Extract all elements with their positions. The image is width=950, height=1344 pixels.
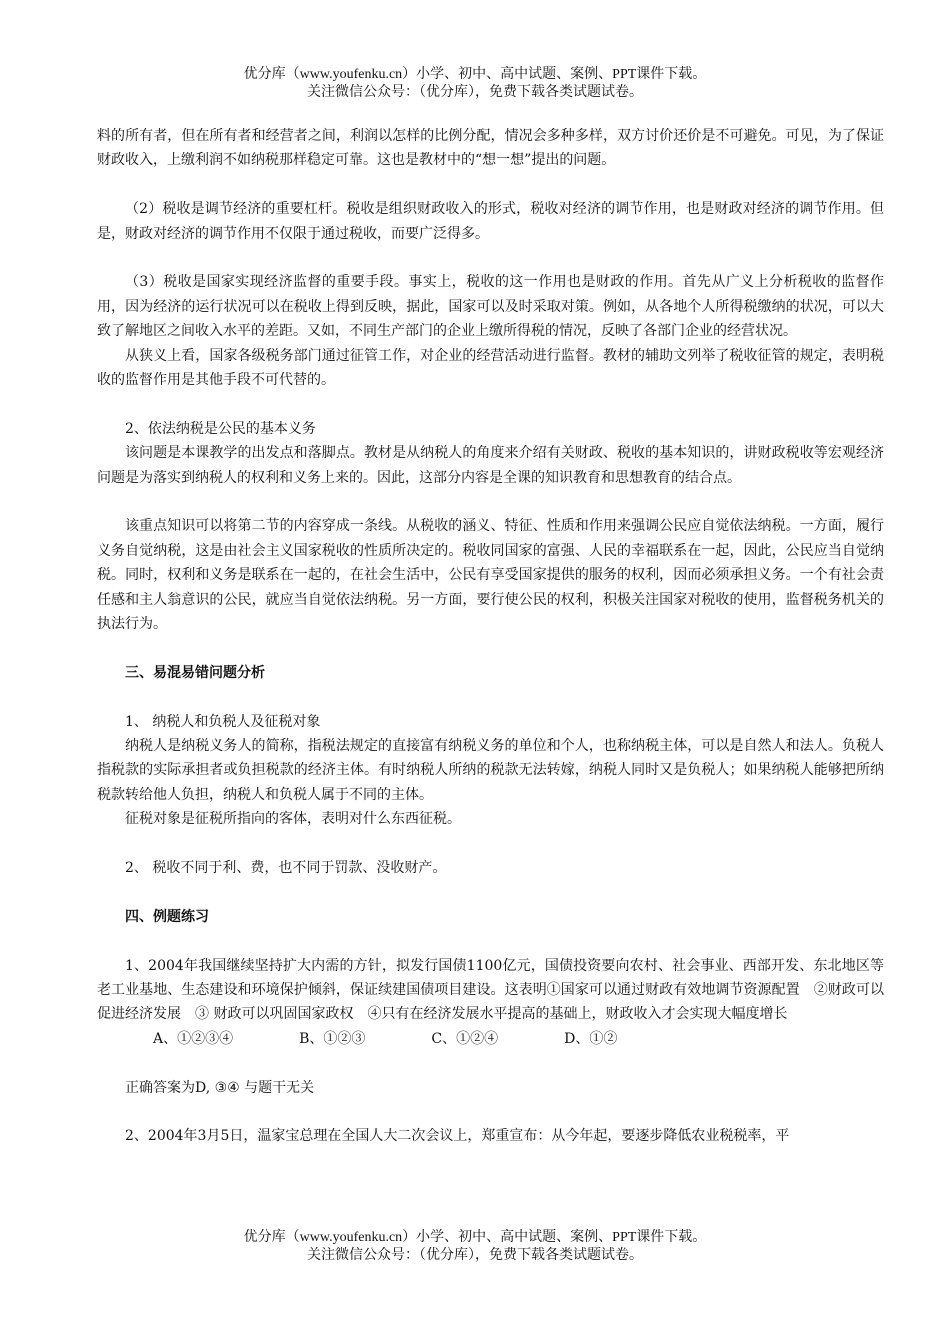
section-4-heading: 四、例题练习 — [125, 908, 209, 925]
page-footer — [0, 1229, 950, 1265]
question-2: 2、2004年3月5日，温家宝总理在全国人大二次会议上，郑重宣布：从今年起，要逐步降低农业税税率，平 — [125, 1128, 790, 1145]
paragraph-tax-object: 征税对象是征税所指向的客体，表明对什么东西征税。 — [125, 811, 461, 828]
paragraph-taxpayer-definition: 纳税人是纳税义务人的简称，指税法规定的直接富有纳税义务的单位和个人，也称纳税主体，可以是自然人和法人。负税人指税款的实际承担者或负担税款的经济主体。有时纳税人所纳的税款无法转嫁，纳税人同时又是负税人；如果纳税人能够把所纳税款转给他人负担，纳税人和负税人属于不同的主体。 — [97, 738, 884, 803]
section-3-item-1: 1、 纳税人和负税人及征税对象 — [125, 713, 321, 730]
header-line-1: 优分库（www.youfenku.cn）小学、初中、高中试题、案例、PPT课件下载。 — [243, 67, 707, 82]
header-line-2: 关注微信公众号：（优分库），免费下载各类试题试卷。 — [307, 85, 643, 100]
document-body — [97, 124, 884, 1149]
paragraph-tax-role-2: （2）税收是调节经济的重要杠杆。税收是组织财政收入的形式，税收对经济的调节作用，也是财政对经济的调节作用。但是，财政对经济的调节作用不仅限于通过税收，而要广泛得多。 — [97, 201, 884, 242]
option-b: B、①②③ — [299, 1030, 366, 1047]
paragraph-continued: 料的所有者，但在所有者和经营者之间，利润以怎样的比例分配，情况会多种多样，双方讨价还价是不可避免。可见，为了保证财政收入，上缴利润不如纳税那样稳定可靠。这也是教材中的“想一想”提出的问题。 — [97, 128, 884, 169]
option-c: C、①②④ — [431, 1030, 499, 1047]
question-1-answer: 正确答案为D, ③④ 与题干无关 — [125, 1079, 315, 1096]
footer-line-2: 关注微信公众号：（优分库），免费下载各类试题试卷。 — [307, 1248, 643, 1263]
section-3-heading: 三、易混易错问题分析 — [125, 664, 265, 681]
option-a: A、①②③④ — [153, 1030, 234, 1047]
question-1-options — [97, 1027, 884, 1051]
paragraph-subsection-2b: 该重点知识可以将第二节的内容穿成一条线。从税收的涵义、特征、性质和作用来强调公民应自觉依法纳税。一方面，履行义务自觉纳税，这是由社会主义国家税收的性质所决定的。税收同国家的富强、人民的幸福联系在一起，因此，公民应当自觉纳税。同时，权利和义务是联系在一起的，在社会生活中，公民有享受国家提供的服务的权利，因而必须承担义务。一个有社会责任感和主人翁意识的公民，就应当自觉依法纳税。另一方面，要行使公民的权利，积极关注国家对税收的使用，监督税务机关的执法行为。 — [97, 518, 884, 633]
paragraph-narrow-sense: 从狭义上看，国家各级税务部门通过征管工作，对企业的经营活动进行监督。教材的辅助文列举了税收征管的规定，表明税收的监督作用是其他手段不可代替的。 — [97, 347, 884, 389]
option-d: D、①② — [564, 1030, 618, 1047]
footer-line-1: 优分库（www.youfenku.cn）小学、初中、高中试题、案例、PPT课件下载。 — [243, 1230, 707, 1245]
page-header — [0, 66, 950, 102]
paragraph-subsection-2a: 该问题是本课教学的出发点和落脚点。教材是从纳税人的角度来介绍有关财政、税收的基本知识的，讲财政税收等宏观经济问题是为落实到纳税人的权利和义务上来的。因此，这部分内容是全课的知识教育和思想教育的结合点。 — [97, 445, 884, 486]
question-1: 1、2004年我国继续坚持扩大内需的方针，拟发行国债1100亿元，国债投资要向农村、社会事业、西部开发、东北地区等老工业基地、生态建设和环境保护倾斜，保证续建国债项目建设。这表明①国家可以通过财政有效地调节资源配置 ②财政可以促进经济发展 ③ 财政可以巩固国家政权 ④只有在经济发展水平提高的基础上，财政收入才会实现大幅度增长 — [97, 957, 884, 1023]
section-3-item-2: 2、 税收不同于利、费，也不同于罚款、没收财产。 — [125, 860, 447, 877]
subsection-2-title: 2、依法纳税是公民的基本义务 — [125, 420, 316, 437]
paragraph-tax-role-3: （3）税收是国家实现经济监督的重要手段。事实上，税收的这一作用也是财政的作用。首先从广义上分析税收的监督作用，因为经济的运行状况可以在税收上得到反映，据此，国家可以及时采取对策。例如，从各地个人所得税缴纳的状况，可以大致了解地区之间收入水平的差距。又如，不同生产部门的企业上缴所得税的情况，反映了各部门企业的经营状况。 — [97, 274, 884, 340]
